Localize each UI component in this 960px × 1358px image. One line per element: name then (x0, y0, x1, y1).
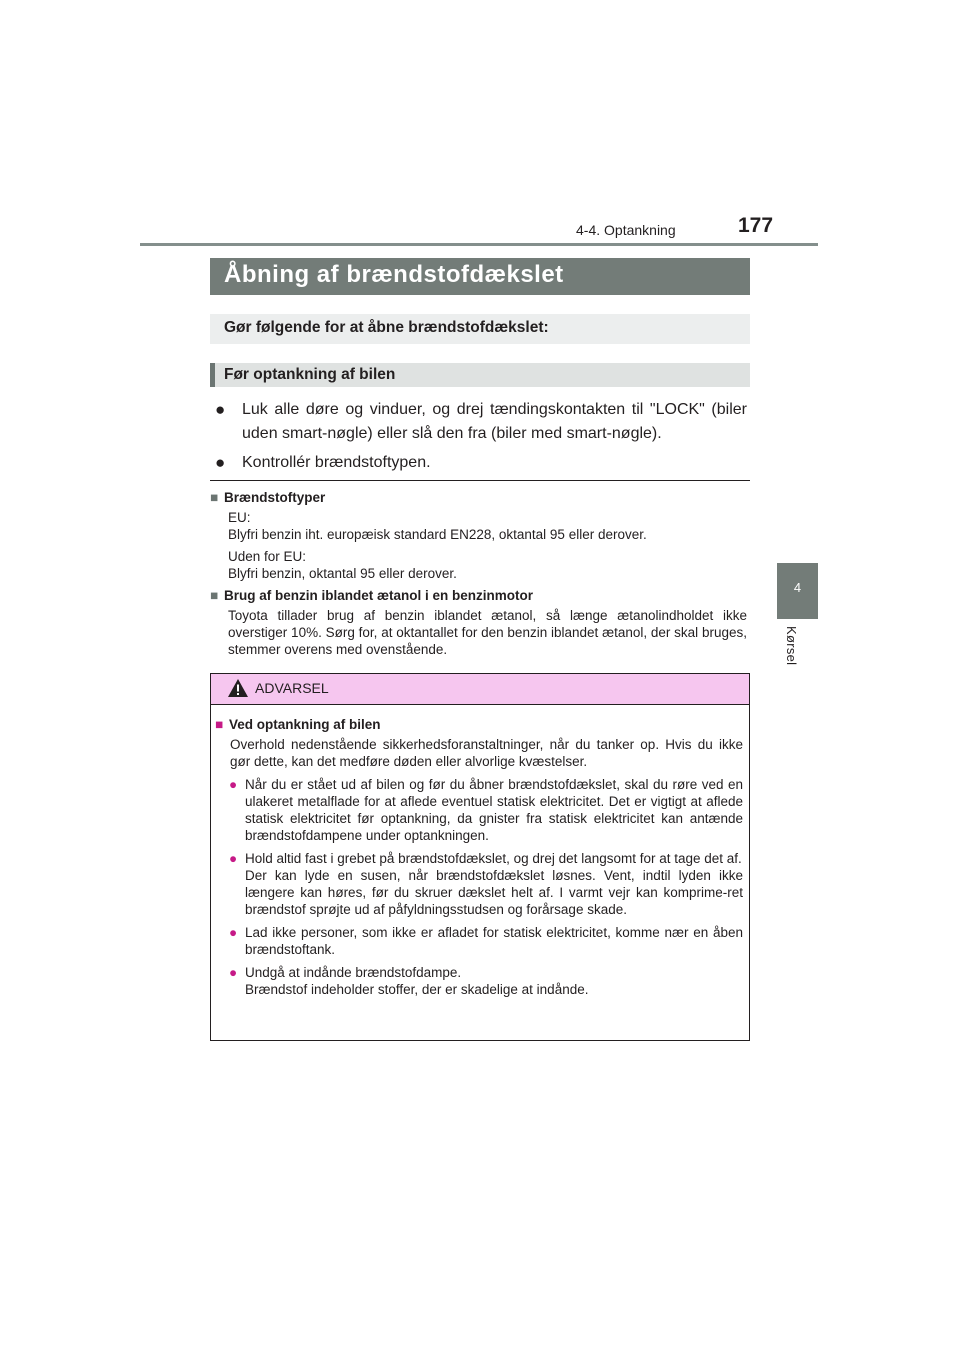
notes-section (210, 487, 747, 663)
note-heading-text: Brændstoftyper (224, 490, 326, 505)
square-bullet-icon: ■ (210, 588, 219, 603)
list-item (215, 398, 747, 446)
bullet-icon: ● (229, 965, 238, 980)
bullet-icon: ● (229, 925, 238, 940)
section-heading-bar (210, 363, 750, 387)
note-paragraph: Toyota tillader brug af benzin iblandet ætanol, så længe ætanolindholdet ikke overstiger 10%. Sørg for, at oktantallet for den benzin iblandet ætanol, der skal bruges, stemmer overens med ovenstående. (228, 608, 747, 657)
warning-header (211, 674, 749, 705)
warning-item-text: Når du er stået ud af bilen og før du åbner brændstofdækslet, skal du røre ved en ulakeret metalflade for at aflede eventuel statisk elektricitet. Det er vigtigt at aflede statisk elektricitet før optankning, da gnister fra statisk elektricitet kan antænde brændstofdampene under optankningen. (245, 777, 743, 843)
bullet-icon: ● (229, 851, 238, 866)
warning-heading (215, 716, 743, 733)
instruction-list (215, 398, 747, 480)
warning-item-text: Brændstof indeholder stoffer, der er skadelige at indånde. (245, 982, 589, 997)
section-heading: Før optankning af bilen (224, 366, 396, 383)
bullet-icon: ● (215, 400, 226, 419)
page-number: 177 (738, 214, 774, 237)
list-item-text: Kontrollér brændstoftypen. (242, 454, 431, 471)
warning-item (215, 924, 743, 958)
page-title-bar (210, 258, 750, 295)
warning-heading-text: Ved optankning af bilen (229, 717, 381, 732)
warning-item (215, 776, 743, 844)
note-body (210, 607, 747, 658)
note-line: Blyfri benzin, oktantal 95 eller derover. (228, 566, 457, 581)
content-divider (210, 480, 750, 481)
warning-item-text: Lad ikke personer, som ikke er afladet for statisk elektricitet, komme nær en åben brændstoftank. (245, 925, 743, 957)
list-item (215, 451, 747, 475)
warning-item-text: Hold altid fast i grebet på brændstofdækslet, og drej det langsomt for at tage det af. (245, 851, 742, 866)
warning-title: ADVARSEL (255, 680, 329, 696)
note-line: EU: (228, 510, 251, 525)
warning-box (210, 673, 750, 1041)
note-heading (210, 489, 747, 506)
warning-triangle-icon (227, 678, 249, 698)
list-item-text: Luk alle døre og vinduer, og drej tændingskontakten til "LOCK" (biler uden smart-nøgle) eller slå den fra (biler med smart-nøgle). (242, 401, 747, 442)
header-divider (140, 243, 818, 246)
page-title: Åbning af brændstofdækslet (224, 261, 564, 288)
warning-intro: Overhold nedenstående sikkerhedsforanstaltninger, når du tanker op. Hvis du ikke gør dette, kan det medføre døden eller alvorlige kvæstelser. (230, 737, 743, 769)
bullet-icon: ● (229, 777, 238, 792)
note-line: Uden for EU: (228, 549, 307, 564)
square-bullet-icon: ■ (210, 490, 219, 505)
note-body (210, 509, 747, 582)
chapter-label: Kørsel (784, 626, 799, 666)
chapter-tab: 4 (777, 563, 818, 619)
subtitle-bar (210, 314, 750, 344)
warning-content (215, 716, 743, 1004)
bullet-icon: ● (215, 453, 226, 472)
warning-item-text: Der kan lyde en susen, når brændstofdækslet løsnes. Vent, indtil lyden ikke længere kan høres, før du skruer dækslet helt af. I varmt vejr kan komprime-ret brændstof sprøjte ud af påfyldningsstudsen og forårsage skade. (245, 868, 743, 917)
warning-item (215, 964, 743, 998)
warning-item-text: Undgå at indånde brændstofdampe. (245, 965, 462, 980)
square-bullet-icon: ■ (215, 717, 224, 732)
subtitle: Gør følgende for at åbne brændstofdækslet: (224, 319, 549, 336)
note-heading-text: Brug af benzin iblandet ætanol i en benzinmotor (224, 588, 534, 603)
note-line: Blyfri benzin iht. europæisk standard EN228, oktantal 95 eller derover. (228, 527, 647, 542)
section-accent (210, 363, 215, 387)
warning-item (215, 850, 743, 918)
note-heading (210, 587, 747, 604)
section-label: 4-4. Optankning (576, 222, 676, 238)
